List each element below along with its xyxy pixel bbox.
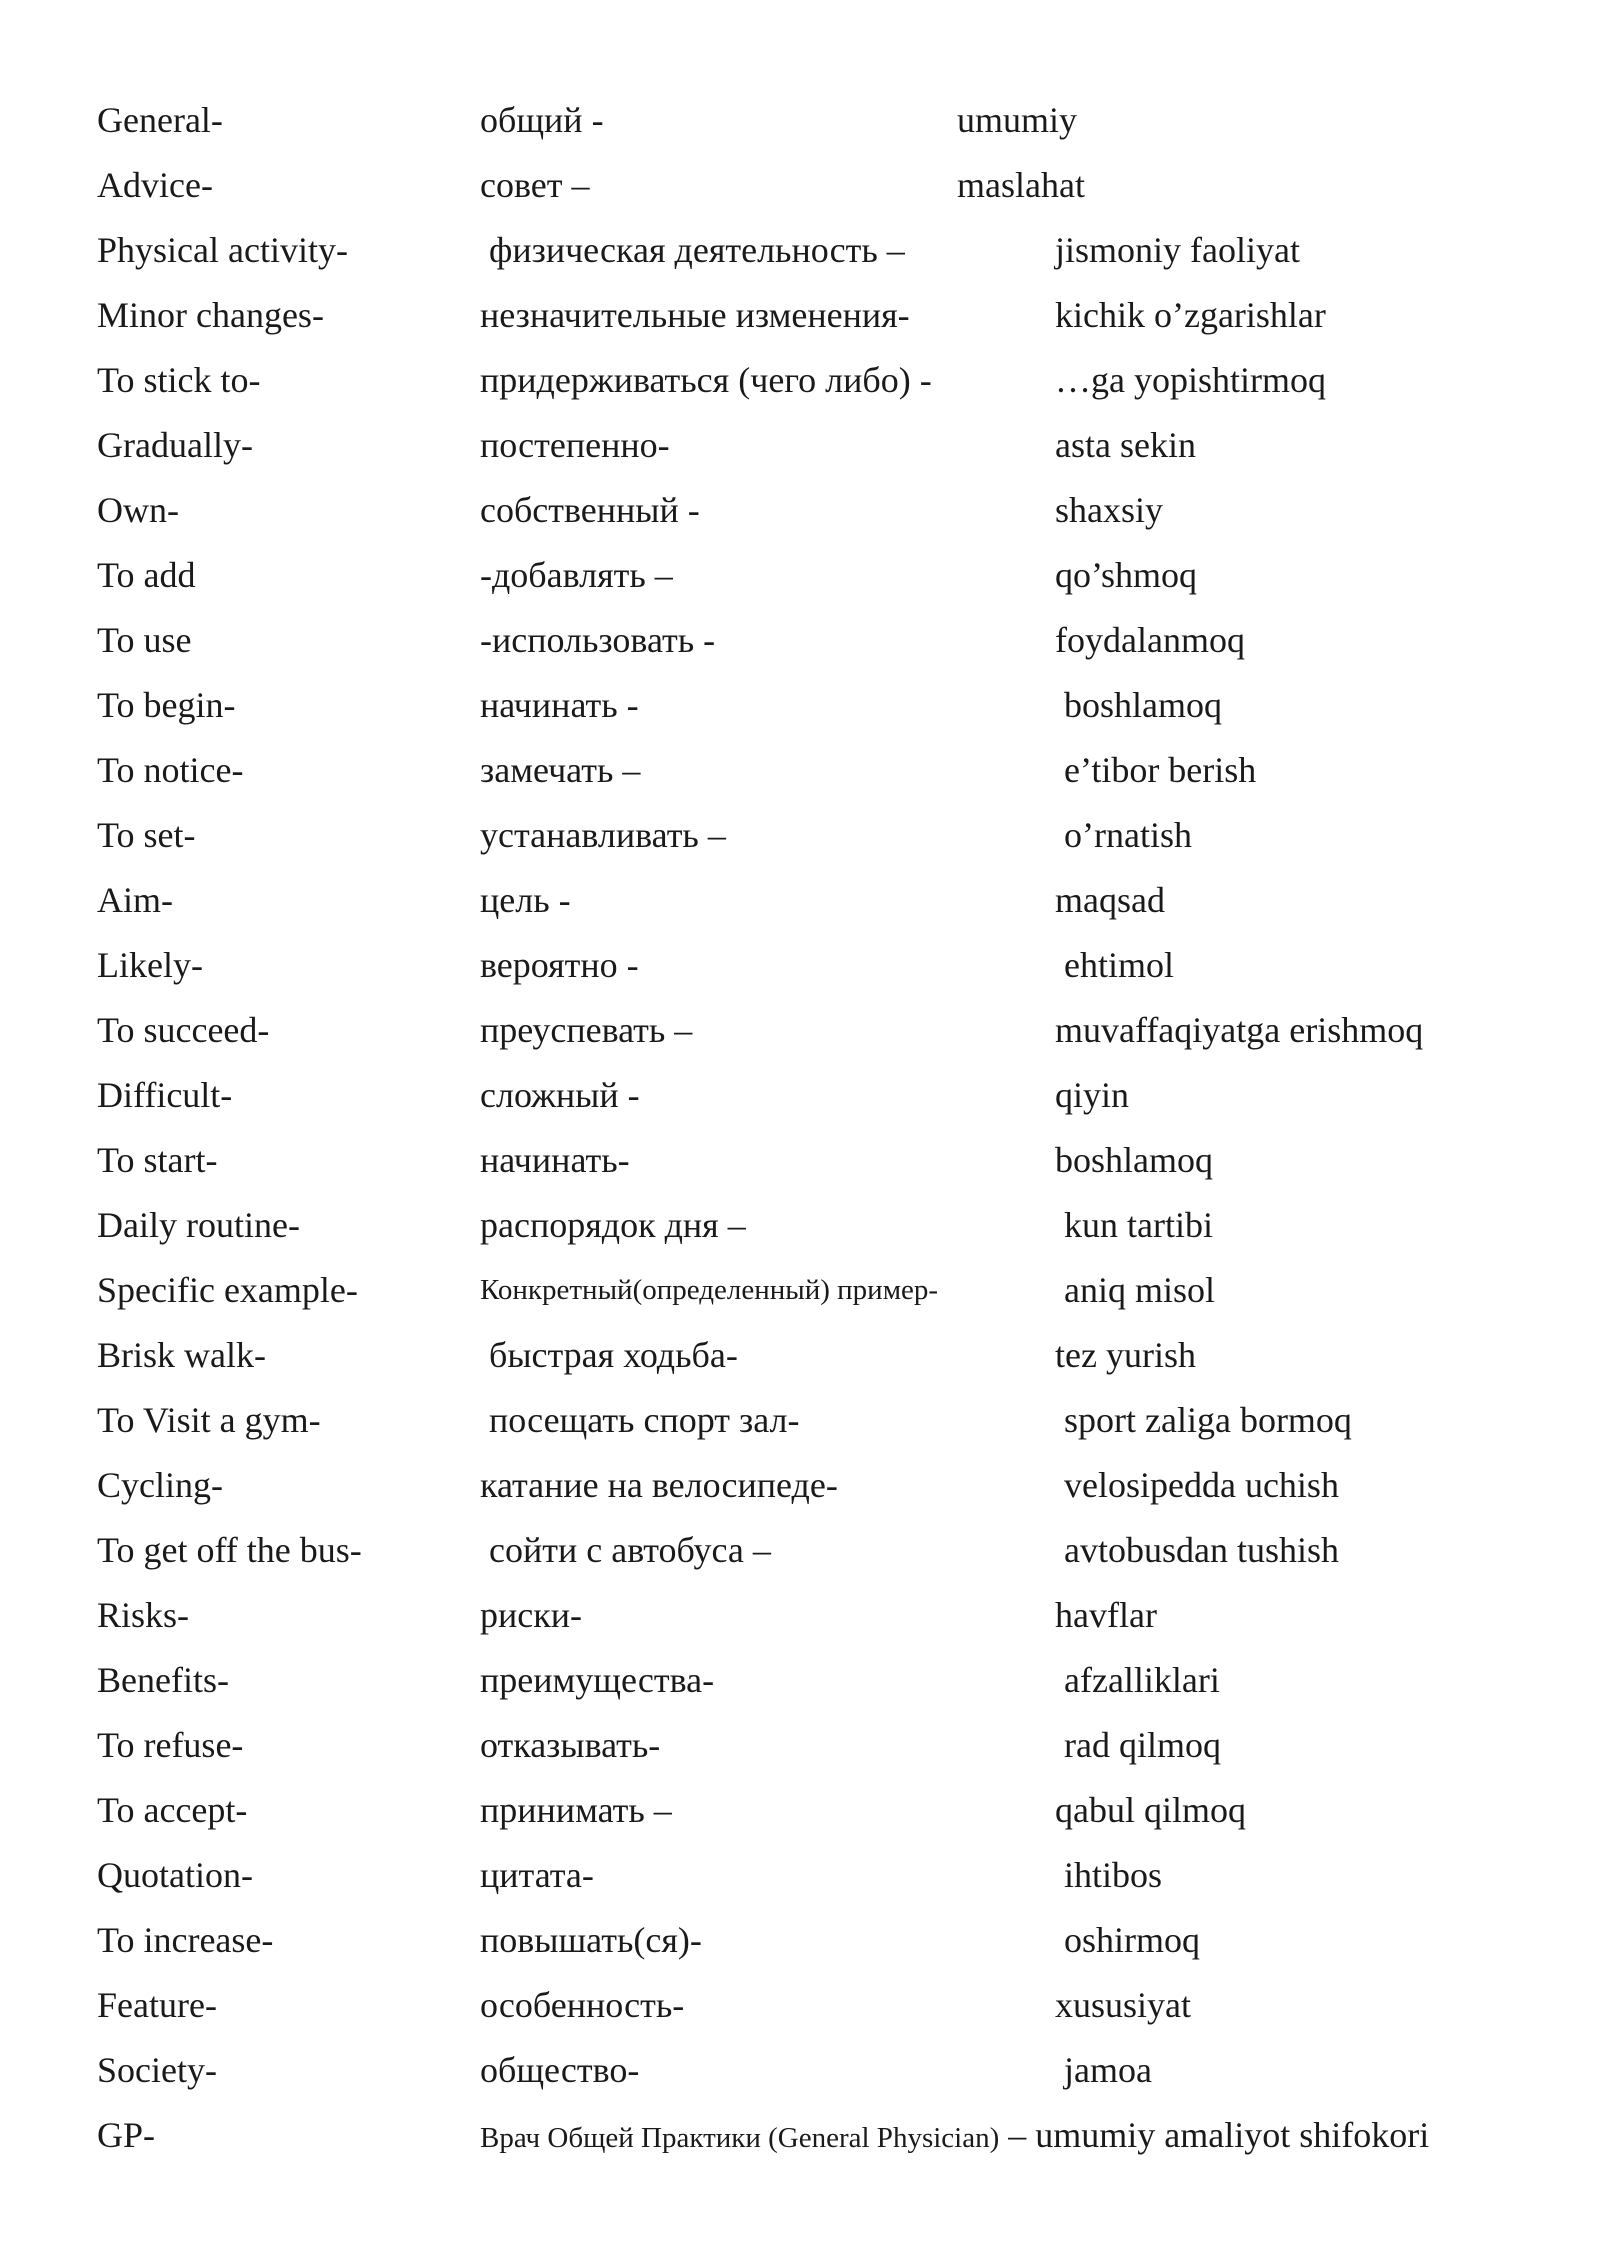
vocab-row [0, 1195, 1600, 1255]
uzbek-term: asta sekin [1055, 425, 1196, 465]
english-term: To accept- [97, 1790, 248, 1830]
vocab-row [0, 740, 1600, 800]
vocab-row [0, 610, 1600, 670]
uzbek-term: kichik o’zgarishlar [1055, 295, 1326, 335]
vocab-row [0, 2040, 1600, 2100]
english-term: To Visit a gym- [97, 1400, 321, 1440]
russian-term: катание на велосипеде- [480, 1465, 838, 1505]
uzbek-term: sport zaliga bormoq [1055, 1400, 1352, 1440]
uzbek-term: qiyin [1055, 1075, 1130, 1115]
uzbek-term: o’rnatish [1055, 815, 1192, 855]
vocab-row [0, 1000, 1600, 1060]
uzbek-term: – umumiy amaliyot shifokori [999, 2115, 1430, 2155]
uzbek-term: umumiy [957, 100, 1078, 140]
russian-term: отказывать- [480, 1725, 661, 1765]
uzbek-term: havflar [1055, 1595, 1157, 1635]
russian-term: вероятно - [480, 945, 639, 985]
uzbek-term: velosipedda uchish [1055, 1465, 1339, 1505]
english-term: Aim- [97, 880, 173, 920]
english-term: To refuse- [97, 1725, 244, 1765]
vocab-row [0, 1455, 1600, 1515]
english-term: Specific example- [97, 1270, 358, 1310]
english-term: Minor changes- [97, 295, 324, 335]
russian-term: Конкретный(определенный) пример- [480, 1274, 939, 1306]
vocab-row [0, 1650, 1600, 1710]
russian-term: повышать(ся)- [480, 1920, 702, 1960]
english-term: Society- [97, 2050, 217, 2090]
russian-term: -использовать - [480, 620, 716, 660]
uzbek-term: e’tibor berish [1055, 750, 1257, 790]
english-term: Benefits- [97, 1660, 229, 1700]
russian-term: риски- [480, 1595, 582, 1635]
russian-term: начинать- [480, 1140, 630, 1180]
english-term: To begin- [97, 685, 236, 725]
russian-term: физическая деятельность – [480, 230, 905, 270]
english-term: To get off the bus- [97, 1530, 362, 1570]
uzbek-term: avtobusdan tushish [1055, 1530, 1339, 1570]
russian-term: посещать спорт зал- [480, 1400, 800, 1440]
russian-term: совет – [480, 165, 590, 205]
uzbek-term: oshirmoq [1055, 1920, 1201, 1960]
english-term: To start- [97, 1140, 218, 1180]
english-term: To succeed- [97, 1010, 270, 1050]
vocab-row [0, 675, 1600, 735]
vocab-row [0, 285, 1600, 345]
english-term: Daily routine- [97, 1205, 300, 1245]
english-term: Difficult- [97, 1075, 233, 1115]
uzbek-term: qabul qilmoq [1055, 1790, 1246, 1830]
vocab-row [0, 1065, 1600, 1125]
english-term: To use [97, 620, 192, 660]
vocab-row [0, 1325, 1600, 1385]
uzbek-term: rad qilmoq [1055, 1725, 1221, 1765]
english-term: Physical activity- [97, 230, 348, 270]
english-term: To notice- [97, 750, 244, 790]
vocab-row [0, 480, 1600, 540]
uzbek-term: jamoa [1055, 2050, 1152, 2090]
vocab-row [0, 1520, 1600, 1580]
english-term: Own- [97, 490, 179, 530]
vocab-row [0, 1845, 1600, 1905]
uzbek-term: ihtibos [1055, 1855, 1163, 1895]
english-term: To add [97, 555, 196, 595]
russian-term: принимать – [480, 1790, 672, 1830]
russian-term: преимущества- [480, 1660, 715, 1700]
uzbek-term: xususiyat [1055, 1985, 1192, 2025]
vocab-row [0, 1585, 1600, 1645]
russian-term: общество- [480, 2050, 640, 2090]
russian-term: Врач Общей Практики (General Physician) [480, 2122, 1000, 2154]
english-term: Brisk walk- [97, 1335, 266, 1375]
vocab-row [0, 1130, 1600, 1190]
english-term: Risks- [97, 1595, 190, 1635]
russian-term: сойти с автобуса – [480, 1530, 771, 1570]
english-term: Gradually- [97, 425, 253, 465]
russian-term: придерживаться (чего либо) - [480, 360, 932, 400]
english-term: To increase- [97, 1920, 274, 1960]
vocab-row [0, 1975, 1600, 2035]
russian-term: цель - [480, 880, 571, 920]
russian-term: общий - [480, 100, 604, 140]
russian-term: собственный - [480, 490, 700, 530]
uzbek-term: tez yurish [1055, 1335, 1196, 1375]
vocab-row [0, 870, 1600, 930]
vocab-row [0, 805, 1600, 865]
russian-term: распорядок дня – [480, 1205, 746, 1245]
english-term: General- [97, 100, 223, 140]
vocab-row [0, 1910, 1600, 1970]
vocab-row [0, 935, 1600, 995]
uzbek-term: jismoniy faoliyat [1055, 230, 1300, 270]
russian-term: цитата- [480, 1855, 594, 1895]
english-term: Quotation- [97, 1855, 253, 1895]
english-term: Feature- [97, 1985, 217, 2025]
russian-term: сложный - [480, 1075, 640, 1115]
english-term: GP- [97, 2115, 156, 2155]
english-term: Cycling- [97, 1465, 223, 1505]
english-term: To set- [97, 815, 196, 855]
russian-term: особенность- [480, 1985, 685, 2025]
vocab-row [0, 220, 1600, 280]
russian-term: -добавлять – [480, 555, 673, 595]
english-term: Likely- [97, 945, 203, 985]
english-term: Advice- [97, 165, 213, 205]
uzbek-term: muvaffaqiyatga erishmoq [1055, 1010, 1424, 1050]
uzbek-term: qo’shmoq [1055, 555, 1198, 595]
russian-term: преуспевать – [480, 1010, 693, 1050]
uzbek-term: boshlamoq [1055, 1140, 1213, 1180]
vocab-row [0, 350, 1600, 410]
russian-term: быстрая ходьба- [480, 1335, 738, 1375]
russian-term: начинать - [480, 685, 639, 725]
uzbek-term: kun tartibi [1055, 1205, 1213, 1245]
vocab-row-last [0, 2105, 1600, 2165]
uzbek-term: foydalanmoq [1055, 620, 1245, 660]
uzbek-term: aniq misol [1055, 1270, 1215, 1310]
uzbek-term: afzalliklari [1055, 1660, 1220, 1700]
vocab-row [0, 1715, 1600, 1775]
vocab-row [0, 90, 1600, 150]
russian-term: устанавливать – [480, 815, 726, 855]
vocab-row [0, 415, 1600, 475]
uzbek-term: shaxsiy [1055, 490, 1163, 530]
uzbek-term: boshlamoq [1055, 685, 1222, 725]
english-term: To stick to- [97, 360, 261, 400]
russian-term: незначительные изменения- [480, 295, 910, 335]
vocab-row [0, 1260, 1600, 1320]
vocab-row [0, 545, 1600, 605]
uzbek-term: maslahat [957, 165, 1085, 205]
uzbek-term: ehtimol [1055, 945, 1174, 985]
uzbek-term: maqsad [1055, 880, 1165, 920]
russian-term: замечать – [480, 750, 641, 790]
russian-term: постепенно- [480, 425, 670, 465]
vocab-row [0, 1390, 1600, 1450]
vocab-row [0, 155, 1600, 215]
uzbek-term: …ga yopishtirmoq [1055, 360, 1326, 400]
vocab-row [0, 1780, 1600, 1840]
